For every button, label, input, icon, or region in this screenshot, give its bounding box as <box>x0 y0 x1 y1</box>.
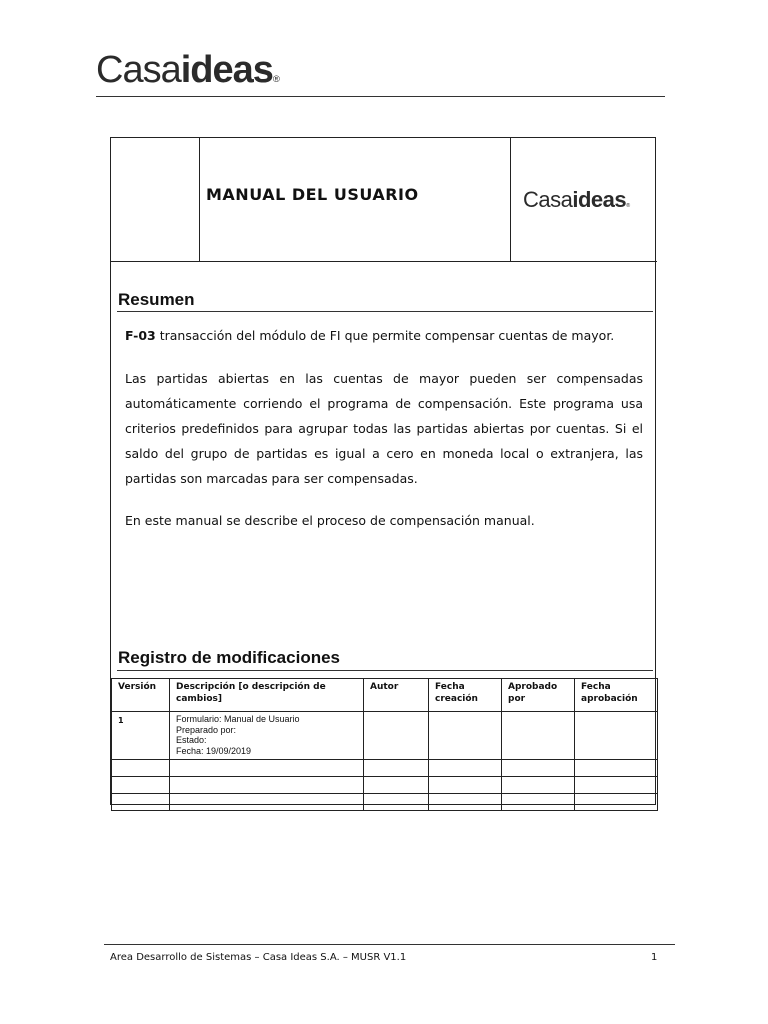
cell <box>112 760 170 777</box>
summary-paragraph-3: En este manual se describe el proceso de compensación manual. <box>125 513 535 528</box>
cell <box>170 760 364 777</box>
section-rule-resumen <box>117 311 653 312</box>
cell <box>429 760 502 777</box>
document-frame <box>110 137 656 805</box>
table-row <box>112 712 658 760</box>
casaideas-logo-small <box>523 186 630 220</box>
summary-paragraph-1-text: transacción del módulo de FI que permite compensar cuentas de mayor. <box>155 328 615 343</box>
title-block-logo-cell <box>511 138 656 261</box>
header-divider <box>96 96 665 97</box>
col-header: Autor <box>364 679 429 712</box>
desc-line: Estado: <box>176 735 207 745</box>
desc-line: Preparado por: <box>176 724 237 735</box>
casaideas-logo <box>96 48 280 102</box>
section-title-resumen: Resumen <box>118 290 195 309</box>
cell-approved-by <box>502 712 575 760</box>
cell <box>502 794 575 811</box>
table-row <box>112 760 658 777</box>
logo-mark: ® <box>272 74 280 85</box>
cell <box>170 777 364 794</box>
cell <box>575 760 658 777</box>
cell <box>429 777 502 794</box>
cell <box>575 794 658 811</box>
col-header: Fecha aprobación <box>575 679 658 712</box>
page-number: 1 <box>651 952 658 963</box>
section-title-registro: Registro de modificaciones <box>118 648 340 667</box>
cell-approved-date <box>575 712 658 760</box>
col-header: Versión <box>112 679 170 712</box>
col-header: Descripción [o descripción de cambios] <box>170 679 364 712</box>
summary-paragraph-1 <box>125 323 643 348</box>
cell <box>364 760 429 777</box>
footer-text: Area Desarrollo de Sistemas – Casa Ideas S.A. – MUSR V1.1 <box>110 952 407 963</box>
table-row <box>112 794 658 811</box>
desc-line: Formulario: Manual de Usuario <box>176 714 300 724</box>
logo-small-part1: Casa <box>523 187 573 212</box>
document-title: MANUAL DEL USUARIO <box>206 185 419 204</box>
table-row <box>112 777 658 794</box>
cell <box>575 777 658 794</box>
table-header-row <box>112 679 658 712</box>
col-header: Aprobado por <box>502 679 575 712</box>
cell <box>112 794 170 811</box>
logo-small-mark: ® <box>626 203 631 209</box>
modifications-table <box>111 678 658 811</box>
transaction-code: F-03 <box>125 328 156 343</box>
logo-part2: ideas <box>180 49 273 91</box>
cell <box>502 777 575 794</box>
section-rule-registro <box>117 670 653 671</box>
title-block <box>111 138 657 262</box>
title-block-empty-cell <box>111 138 200 261</box>
cell <box>429 794 502 811</box>
cell <box>502 760 575 777</box>
summary-paragraph-2: Las partidas abiertas en las cuentas de mayor pueden ser compensadas automáticamente corriendo el programa de compensación. Este programa usa criterios predefinidos para agrupar todas las partidas abiertas por cuentas. Si el saldo del grupo de partidas es igual a cero en moneda local o extranjera, las partidas son marcadas para ser compensadas. <box>125 371 643 486</box>
cell <box>364 794 429 811</box>
cell-created <box>429 712 502 760</box>
col-header: Fecha creación <box>429 679 502 712</box>
footer-divider <box>104 944 675 945</box>
logo-part1: Casa <box>96 49 181 91</box>
cell-version: 1 <box>112 712 170 760</box>
logo-small-part2: ideas <box>572 187 627 212</box>
cell-author <box>364 712 429 760</box>
cell <box>112 777 170 794</box>
desc-line: Fecha: 19/09/2019 <box>176 745 252 756</box>
cell <box>364 777 429 794</box>
cell <box>170 794 364 811</box>
title-block-title-cell <box>200 138 511 261</box>
cell-description <box>170 712 364 760</box>
